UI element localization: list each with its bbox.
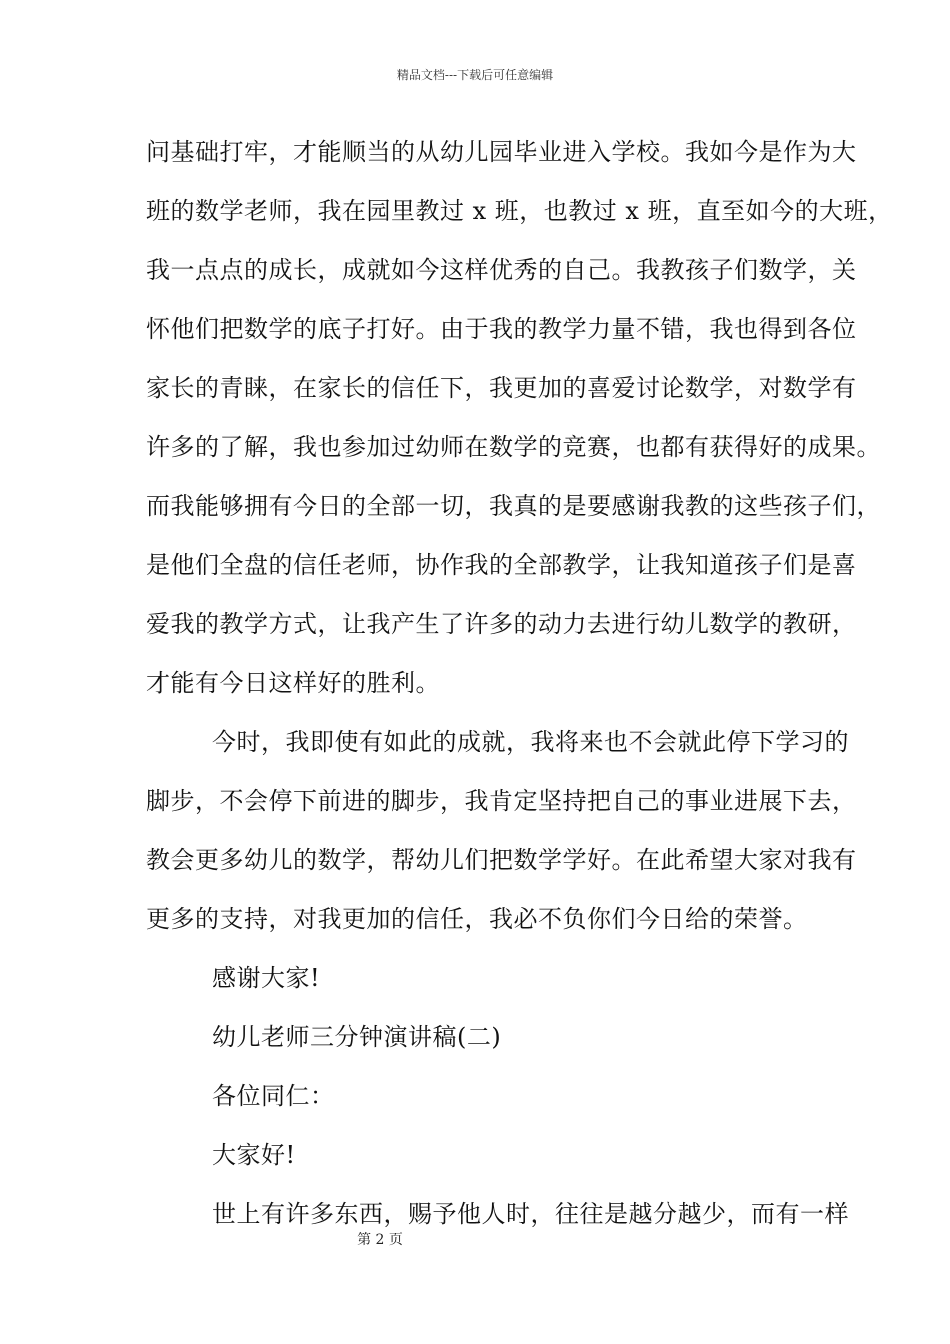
text-line: 班的数学老师，我在园里教过 x 班，也教过 x 班，直至如今的大班，: [146, 197, 893, 225]
page-number: 第 2 页: [357, 1232, 403, 1248]
text-line: 才能有今日这样好的胜利。: [146, 669, 440, 697]
text-line: 问基础打牢，才能顺当的从幼儿园毕业进入学校。我如今是作为大: [146, 138, 857, 166]
text-line: 是他们全盘的信任老师，协作我的全部教学，让我知道孩子们是喜: [146, 551, 857, 579]
text-line: 爱我的教学方式，让我产生了许多的动力去进行幼儿数学的教研，: [146, 610, 857, 638]
text-line: 怀他们把数学的底子打好。由于我的教学力量不错，我也得到各位: [146, 315, 857, 343]
text-line: 许多的了解，我也参加过幼师在数学的竞赛，也都有获得好的成果。: [146, 433, 881, 461]
text-line: 教会更多幼儿的数学，帮幼儿们把数学学好。在此希望大家对我有: [146, 846, 857, 874]
paragraph-start: 今时，我即使有如此的成就，我将来也不会就此停下学习的: [212, 728, 849, 756]
page-header: 精品文档---下载后可任意编辑: [396, 68, 554, 82]
text-line: 家长的青睐，在家长的信任下，我更加的喜爱讨论数学，对数学有: [146, 374, 857, 402]
text-line: 脚步，不会停下前进的脚步，我肯定坚持把自己的事业进展下去，: [146, 787, 857, 815]
section-title: 幼儿老师三分钟演讲稿(二): [212, 1023, 502, 1051]
closing-thanks: 感谢大家!: [212, 964, 321, 992]
document-body: [146, 128, 893, 1249]
greeting: 大家好!: [212, 1141, 296, 1169]
text-line: 我一点点的成长，成就如今这样优秀的自己。我教孩子们数学，关: [146, 256, 857, 284]
salutation: 各位同仁：: [212, 1082, 335, 1110]
text-line: 更多的支持，对我更加的信任，我必不负你们今日给的荣誉。: [146, 905, 808, 933]
text-line: 而我能够拥有今日的全部一切，我真的是要感谢我教的这些孩子们，: [146, 492, 881, 520]
paragraph-start: 世上有许多东西，赐予他人时，往往是越分越少，而有一样: [212, 1200, 849, 1228]
